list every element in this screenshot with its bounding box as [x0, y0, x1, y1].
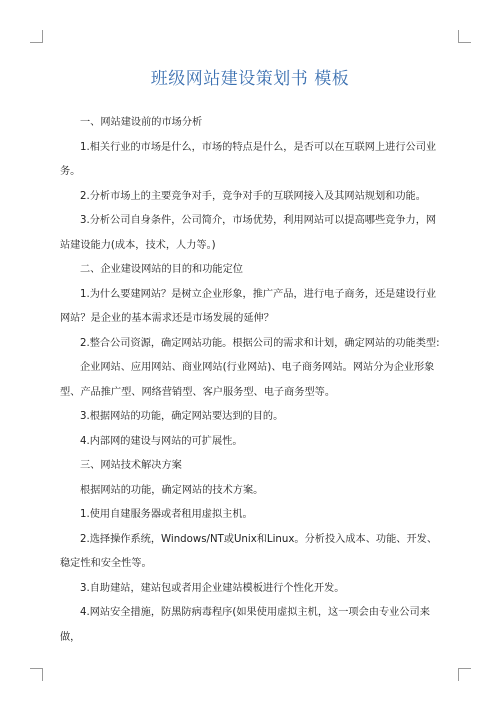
- body-line: 3.自助建站，建站包或者用企业建站模板进行个性化开发。: [80, 582, 345, 594]
- body-line: 4.网站安全措施，防黑防病毒程序(如果使用虚拟主机，这一项会由专业公司来做，: [60, 607, 430, 643]
- document-body: [60, 111, 445, 650]
- body-line: 4.内部网的建设与网站的可扩展性。: [80, 435, 243, 447]
- body-line: 2.分析市场上的主要竞争对手，竞争对手的互联网接入及其网站规划和功能。: [80, 190, 426, 202]
- body-line: 稳定性和安全性等。: [60, 558, 152, 569]
- crop-mark-bottom-right: [458, 668, 471, 681]
- body-line: 二、企业建设网站的目的和功能定位: [80, 264, 243, 275]
- body-line: 网站？是企业的基本需求还是市场发展的延伸？: [60, 313, 274, 324]
- body-line: 三、网站技术解决方案: [80, 460, 182, 471]
- body-line: 企业网站、应用网站、商业网站(行业网站)、电子商务网站。网站分为企业形象: [80, 362, 435, 373]
- crop-mark-top-left: [30, 30, 43, 43]
- body-line: 1.相关行业的市场是什么，市场的特点是什么，是否可以在互联网上进行公司业: [80, 141, 437, 153]
- body-line: 一、网站建设前的市场分析: [80, 117, 203, 128]
- body-line: 3.分析公司自身条件，公司简介，市场优势，利用网站可以提高哪些竞争力，网: [80, 215, 437, 226]
- body-line: 3.根据网站的功能，确定网站要达到的目的。: [80, 411, 284, 422]
- crop-mark-bottom-left: [30, 668, 43, 681]
- body-line: 站建设能力(成本，技术，人力等。): [60, 239, 216, 251]
- body-line: 务。: [60, 166, 81, 177]
- document-title: 班级网站建设策划书 模板: [150, 69, 350, 89]
- body-line: 2.选择操作系统，Windows/NT或Unix和Linux。分析投入成本、功能、开发、: [80, 533, 438, 545]
- body-line: 型、产品推广型、网络营销型、客户服务型、电子商务型等。: [60, 386, 336, 398]
- body-line: 2.整合公司资源，确定网站功能。根据公司的需求和计划，确定网站的功能类型:: [80, 337, 440, 349]
- crop-mark-top-right: [458, 30, 471, 43]
- body-line: 根据网站的功能，确定网站的技术方案。: [80, 484, 264, 496]
- body-line: 1.使用自建服务器或者租用虚拟主机。: [80, 509, 253, 520]
- body-line: 1.为什么要建网站？是树立企业形象，推广产品，进行电子商务，还是建设行业: [80, 288, 437, 300]
